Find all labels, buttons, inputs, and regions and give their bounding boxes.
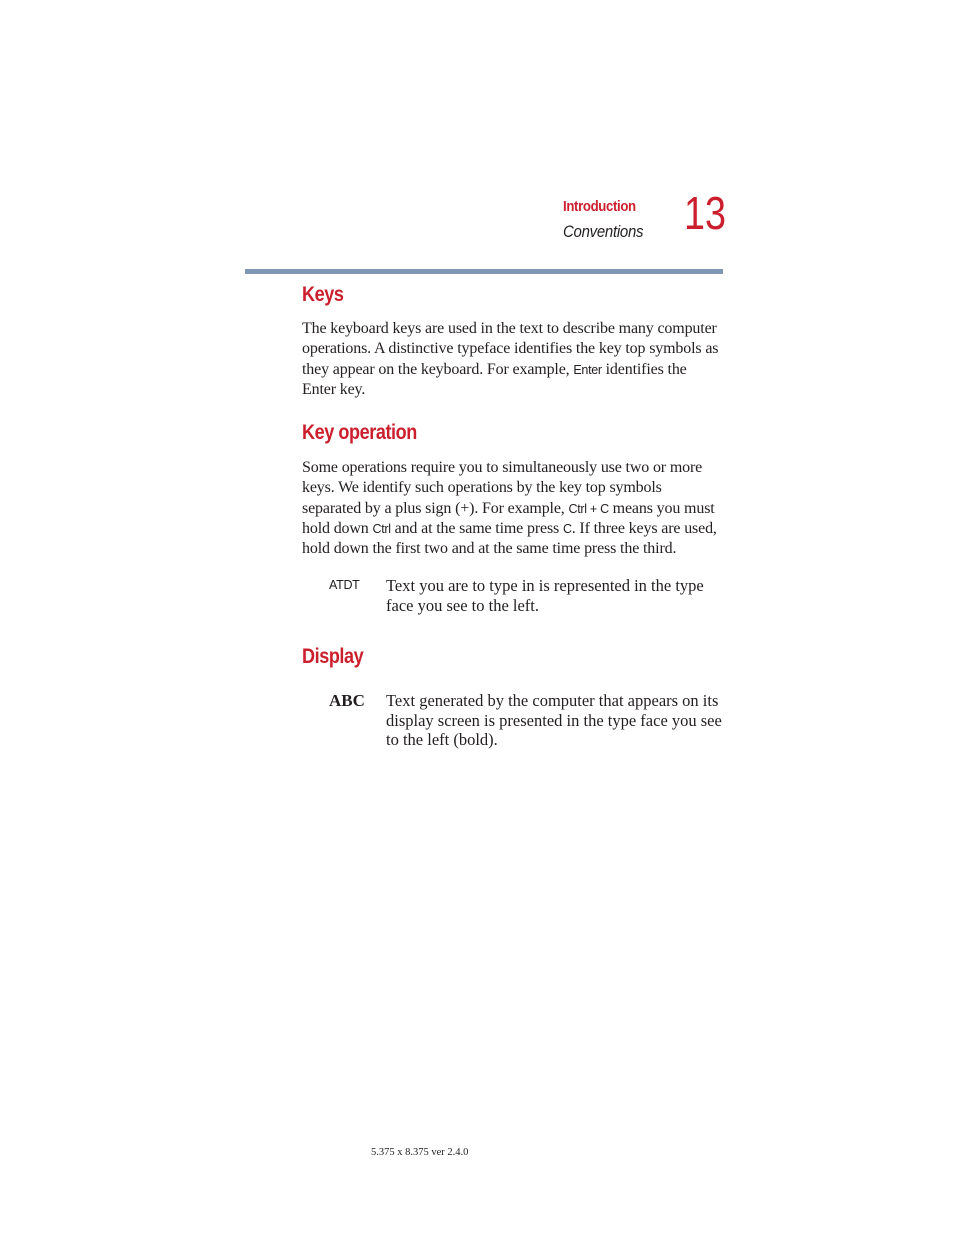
atdt-term: ATDT bbox=[329, 578, 360, 592]
key-c: C bbox=[562, 521, 572, 536]
chapter-title: Introduction bbox=[563, 198, 636, 215]
key-ctrl: Ctrl bbox=[372, 521, 391, 536]
keys-text-2: identifies the Enter key. bbox=[302, 360, 687, 398]
keys-paragraph bbox=[302, 319, 722, 400]
header-rule bbox=[245, 269, 723, 274]
key-combo: Ctrl + C bbox=[568, 501, 609, 516]
key-op-text-3: and at the same time press bbox=[390, 519, 563, 537]
key-op-text-1: Some operations require you to simultaneously use two or more keys. We identify such operations by the key top symbols separated by a plus sign (+). For example, bbox=[302, 459, 703, 517]
keys-heading: Keys bbox=[302, 283, 344, 306]
footer-version: 5.375 x 8.375 ver 2.4.0 bbox=[371, 1147, 469, 1158]
key-operation-heading: Key operation bbox=[302, 421, 417, 444]
abc-term: ABC bbox=[329, 691, 365, 710]
key-op-text-4: . If three keys are used, hold down the first two and at the same time press the third. bbox=[302, 519, 717, 558]
key-enter: Enter bbox=[573, 362, 602, 377]
keys-text-1: The keyboard keys are used in the text to describe many computer operations. A distinctive typeface identifies the key top symbols as they appear on the keyboard. For example, bbox=[302, 320, 719, 378]
key-operation-paragraph bbox=[302, 458, 722, 559]
abc-description: Text generated by the computer that appears on its display screen is presented in the type face you see to the left (bold). bbox=[386, 691, 722, 749]
section-title: Conventions bbox=[563, 222, 644, 241]
key-op-text-2: means you must hold down bbox=[302, 499, 715, 537]
page-number: 13 bbox=[684, 187, 726, 239]
atdt-description: Text you are to type in is represented in the type face you see to the left. bbox=[386, 576, 704, 615]
display-heading: Display bbox=[302, 645, 364, 668]
